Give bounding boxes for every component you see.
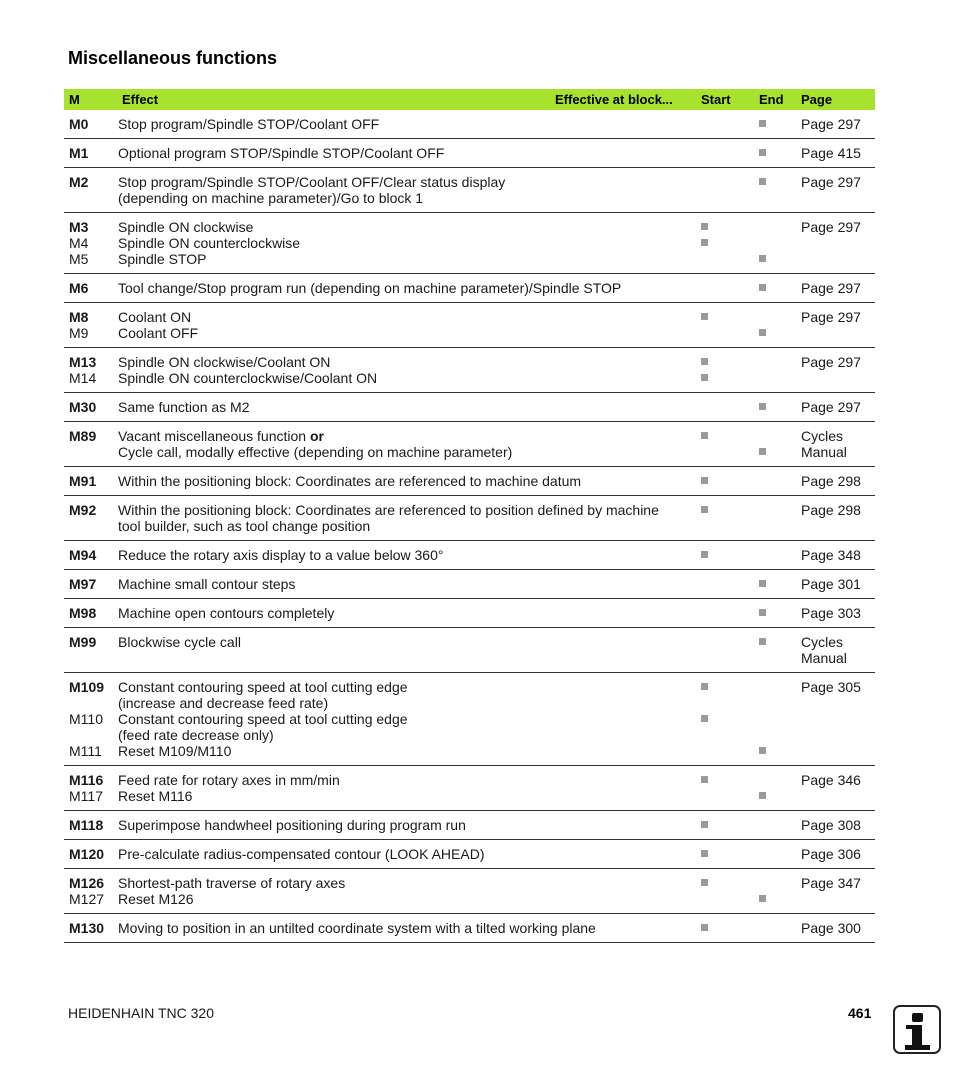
row-line: [64, 174, 875, 190]
table-row: [64, 213, 875, 274]
table-row: [64, 496, 875, 541]
m-code: M13: [69, 354, 97, 370]
effect-text: [118, 679, 408, 695]
table-row: [64, 110, 875, 139]
row-line: [64, 817, 875, 833]
page-reference: Page 297: [801, 309, 861, 325]
page-reference: Page 297: [801, 174, 861, 190]
page-reference: Page 297: [801, 354, 861, 370]
effect-text-part: Stop program/Spindle STOP/Coolant OFF: [118, 116, 380, 132]
effect-text-part: Spindle ON counterclockwise: [118, 235, 301, 251]
header-effective-at-block: Effective at block...: [555, 92, 673, 107]
effect-text-part: Superimpose handwheel positioning during program run: [118, 817, 466, 833]
effect-text-part: Shortest-path traverse of rotary axes: [118, 875, 346, 891]
end-marker-icon: [759, 120, 766, 127]
page-reference: Cycles: [801, 428, 844, 444]
header-page: Page: [801, 92, 833, 107]
page-reference: Page 297: [801, 399, 861, 415]
table-row: [64, 393, 875, 422]
table-row: [64, 139, 875, 168]
effect-text: [118, 502, 659, 518]
page-reference: Manual: [801, 444, 847, 460]
effect-text: [118, 788, 192, 804]
m-code: M118: [69, 817, 104, 833]
row-line: [64, 846, 875, 862]
page-reference: Page 298: [801, 473, 861, 489]
effect-text: [118, 251, 206, 267]
m-functions-table: [64, 89, 875, 943]
end-marker-icon: [759, 580, 766, 587]
effect-text-part: Optional program STOP/Spindle STOP/Coolant OFF: [118, 145, 445, 161]
row-line: [64, 695, 875, 711]
effect-text-part: Within the positioning block: Coordinates are referenced to machine datum: [118, 473, 582, 489]
effect-text: [118, 576, 295, 592]
start-marker-icon: [701, 715, 708, 722]
page-reference: Page 301: [801, 576, 861, 592]
m-code: M89: [69, 428, 97, 444]
page-reference: Page 297: [801, 116, 861, 132]
effect-text-part: Same function as M2: [118, 399, 250, 415]
start-marker-icon: [701, 821, 708, 828]
effect-text-part: (feed rate decrease only): [118, 727, 274, 743]
effect-text: [118, 370, 377, 386]
page-reference: Page 305: [801, 679, 861, 695]
row-line: [64, 547, 875, 563]
effect-text-part: Pre-calculate radius-compensated contour (LOOK AHEAD): [118, 846, 485, 862]
effect-text: [118, 219, 253, 235]
row-line: [64, 325, 875, 341]
end-marker-icon: [759, 329, 766, 336]
m-code: M109: [69, 679, 105, 695]
m-code: M91: [69, 473, 97, 489]
effect-text: [118, 772, 340, 788]
m-code: M98: [69, 605, 97, 621]
page-reference: Page 297: [801, 219, 861, 235]
effect-text-part: Machine open contours completely: [118, 605, 335, 621]
effect-text: [118, 428, 324, 444]
effect-text: [118, 518, 370, 534]
header-start: Start: [701, 92, 731, 107]
start-marker-icon: [701, 432, 708, 439]
effect-text-part: tool builder, such as tool change position: [118, 518, 371, 534]
row-line: [64, 743, 875, 759]
table-row: [64, 348, 875, 393]
row-line: [64, 650, 875, 666]
effect-text: [118, 116, 379, 132]
row-line: [64, 772, 875, 788]
row-line: [64, 576, 875, 592]
effect-text: [118, 325, 198, 341]
page-reference: Page 306: [801, 846, 861, 862]
page-reference: Manual: [801, 650, 847, 666]
row-line: [64, 444, 875, 460]
m-code: M117: [69, 788, 103, 804]
m-code: M94: [69, 547, 97, 563]
start-marker-icon: [701, 358, 708, 365]
end-marker-icon: [759, 284, 766, 291]
effect-text-bold: or: [309, 428, 324, 444]
end-marker-icon: [759, 895, 766, 902]
table-row: [64, 274, 875, 303]
row-line: [64, 502, 875, 518]
row-line: [64, 428, 875, 444]
row-line: [64, 399, 875, 415]
effect-text: [118, 473, 581, 489]
effect-text: [118, 145, 444, 161]
m-code: M5: [69, 251, 89, 267]
effect-text: [118, 399, 250, 415]
row-line: [64, 251, 875, 267]
table-header: [64, 89, 875, 110]
row-line: [64, 116, 875, 132]
m-code: M111: [69, 743, 102, 759]
end-marker-icon: [759, 747, 766, 754]
effect-text: [118, 235, 300, 251]
row-line: [64, 679, 875, 695]
effect-text-part: Constant contouring speed at tool cutting edge: [118, 679, 408, 695]
row-line: [64, 309, 875, 325]
end-marker-icon: [759, 149, 766, 156]
start-marker-icon: [701, 683, 708, 690]
effect-text-part: Constant contouring speed at tool cutting edge: [118, 711, 408, 727]
m-code: M97: [69, 576, 97, 592]
effect-text: [118, 634, 241, 650]
table-row: [64, 467, 875, 496]
effect-text-part: (depending on machine parameter)/Go to block 1: [118, 190, 424, 206]
page-reference: Page 297: [801, 280, 861, 296]
m-code: M99: [69, 634, 97, 650]
effect-text-part: Cycle call, modally effective (depending on machine parameter): [118, 444, 513, 460]
start-marker-icon: [701, 239, 708, 246]
effect-text-part: Reset M126: [118, 891, 194, 907]
table-row: [64, 541, 875, 570]
effect-text: [118, 605, 334, 621]
effect-text-part: Spindle ON clockwise: [118, 219, 254, 235]
start-marker-icon: [701, 879, 708, 886]
footer-product: HEIDENHAIN TNC 320: [68, 1005, 215, 1021]
row-line: [64, 727, 875, 743]
table-row: [64, 869, 875, 914]
effect-text: [118, 174, 505, 190]
effect-text-part: Moving to position in an untilted coordinate system with a tilted working plane: [118, 920, 596, 936]
effect-text-part: Vacant miscellaneous function: [118, 428, 310, 444]
row-line: [64, 875, 875, 891]
start-marker-icon: [701, 374, 708, 381]
end-marker-icon: [759, 792, 766, 799]
m-code: M1: [69, 145, 89, 161]
m-code: M92: [69, 502, 97, 518]
m-code: M126: [69, 875, 105, 891]
effect-text: [118, 695, 328, 711]
page-reference: Page 346: [801, 772, 861, 788]
start-marker-icon: [701, 850, 708, 857]
row-line: [64, 145, 875, 161]
end-marker-icon: [759, 403, 766, 410]
m-code: M8: [69, 309, 89, 325]
table-row: [64, 422, 875, 467]
row-line: [64, 788, 875, 804]
m-code: M0: [69, 116, 89, 132]
effect-text: [118, 846, 485, 862]
row-line: [64, 518, 875, 534]
effect-text: [118, 547, 443, 563]
m-code: M30: [69, 399, 97, 415]
effect-text-part: Reset M109/M110: [118, 743, 232, 759]
effect-text-part: Spindle ON clockwise/Coolant ON: [118, 354, 331, 370]
effect-text: [118, 920, 596, 936]
effect-text: [118, 354, 330, 370]
table-row: [64, 599, 875, 628]
m-code: M14: [69, 370, 97, 386]
effect-text: [118, 891, 193, 907]
page-reference: Page 298: [801, 502, 861, 518]
table-row: [64, 673, 875, 766]
table-row: [64, 570, 875, 599]
row-line: [64, 920, 875, 936]
row-line: [64, 190, 875, 206]
start-marker-icon: [701, 223, 708, 230]
table-row: [64, 811, 875, 840]
row-line: [64, 711, 875, 727]
effect-text-part: Stop program/Spindle STOP/Coolant OFF/Clear status display: [118, 174, 506, 190]
effect-text-part: Blockwise cycle call: [118, 634, 241, 650]
effect-text-part: Tool change/Stop program run (depending on machine parameter)/Spindle STOP: [118, 280, 622, 296]
table-row: [64, 766, 875, 811]
effect-text-part: Within the positioning block: Coordinates are referenced to position defined by machine: [118, 502, 659, 518]
row-line: [64, 370, 875, 386]
start-marker-icon: [701, 506, 708, 513]
row-line: [64, 634, 875, 650]
start-marker-icon: [701, 551, 708, 558]
row-line: [64, 280, 875, 296]
effect-text-part: Reset M116: [118, 788, 193, 804]
m-code: M9: [69, 325, 89, 341]
page-reference: Cycles: [801, 634, 844, 650]
table-row: [64, 303, 875, 348]
row-line: [64, 891, 875, 907]
start-marker-icon: [701, 477, 708, 484]
end-marker-icon: [759, 178, 766, 185]
page-reference: Page 300: [801, 920, 861, 936]
page-reference: Page 308: [801, 817, 861, 833]
table-row: [64, 628, 875, 673]
end-marker-icon: [759, 609, 766, 616]
effect-text: [118, 711, 408, 727]
effect-text: [118, 743, 231, 759]
effect-text-part: (increase and decrease feed rate): [118, 695, 329, 711]
table-body: [64, 110, 875, 943]
header-end: End: [759, 92, 784, 107]
info-icon: [893, 1005, 941, 1054]
m-code: M130: [69, 920, 105, 936]
end-marker-icon: [759, 255, 766, 262]
effect-text: [118, 817, 466, 833]
effect-text: [118, 280, 621, 296]
effect-text-part: Coolant OFF: [118, 325, 199, 341]
row-line: [64, 235, 875, 251]
table-row: [64, 840, 875, 869]
end-marker-icon: [759, 638, 766, 645]
m-code: M116: [69, 772, 104, 788]
page-reference: Page 348: [801, 547, 861, 563]
m-code: M110: [69, 711, 103, 727]
effect-text-part: Feed rate for rotary axes in mm/min: [118, 772, 340, 788]
effect-text: [118, 444, 512, 460]
page-reference: Page 415: [801, 145, 861, 161]
start-marker-icon: [701, 776, 708, 783]
m-code: M3: [69, 219, 89, 235]
m-code: M120: [69, 846, 105, 862]
effect-text-part: Reduce the rotary axis display to a value below 360°: [118, 547, 444, 563]
m-code: M127: [69, 891, 105, 907]
table-row: [64, 914, 875, 943]
page-reference: Page 347: [801, 875, 861, 891]
start-marker-icon: [701, 924, 708, 931]
effect-text: [118, 875, 345, 891]
start-marker-icon: [701, 313, 708, 320]
effect-text: [118, 309, 191, 325]
footer-page-number: 461: [848, 1005, 872, 1021]
effect-text: [118, 190, 423, 206]
effect-text-part: Spindle ON counterclockwise/Coolant ON: [118, 370, 378, 386]
page-title: Miscellaneous functions: [68, 48, 278, 68]
row-line: [64, 473, 875, 489]
end-marker-icon: [759, 448, 766, 455]
row-line: [64, 354, 875, 370]
m-code: M4: [69, 235, 89, 251]
header-m: M: [69, 92, 80, 107]
row-line: [64, 219, 875, 235]
table-row: [64, 168, 875, 213]
effect-text-part: Coolant ON: [118, 309, 192, 325]
m-code: M6: [69, 280, 89, 296]
effect-text-part: Spindle STOP: [118, 251, 207, 267]
header-effect: Effect: [122, 92, 159, 107]
row-line: [64, 605, 875, 621]
effect-text-part: Machine small contour steps: [118, 576, 296, 592]
page-reference: Page 303: [801, 605, 861, 621]
effect-text: [118, 727, 274, 743]
m-code: M2: [69, 174, 89, 190]
